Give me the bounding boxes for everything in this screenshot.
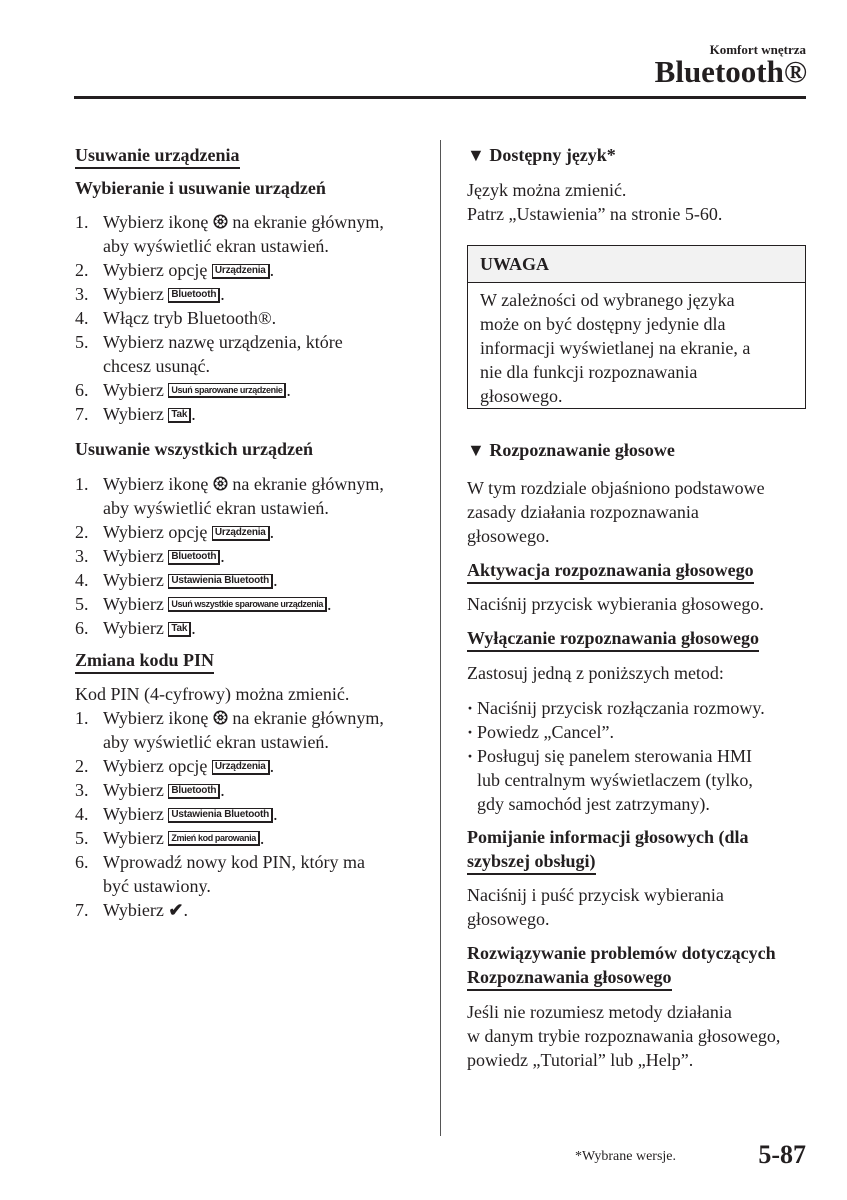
step-text-before: Wybierz xyxy=(103,618,169,638)
subheading-remove-all: Usuwanie wszystkich urządzeń xyxy=(75,439,314,459)
step-text-after: . xyxy=(269,260,275,280)
disable-text: Zastosuj jedną z poniższych metod: xyxy=(467,663,724,683)
bullet-text: Powiedz „Cancel”. xyxy=(477,722,614,742)
step-text-before: Wybierz ikonę xyxy=(103,474,213,494)
step-number: 4. xyxy=(75,308,89,328)
step-number: 2. xyxy=(75,260,89,280)
step-number: 2. xyxy=(75,522,89,542)
screen-button-label: Urządzenia xyxy=(212,264,270,279)
header-rule xyxy=(74,96,806,99)
steps-remove-device xyxy=(75,210,420,426)
step-text-after: . xyxy=(269,756,275,776)
list-item xyxy=(75,210,420,258)
step-text-before: Wybierz xyxy=(103,570,169,590)
step-text xyxy=(103,826,420,850)
list-item xyxy=(75,306,420,330)
step-text-before: Wybierz xyxy=(103,594,169,614)
step-text xyxy=(103,306,420,330)
step-text-before: Wybierz opcję xyxy=(103,260,212,280)
page-number: 5-87 xyxy=(758,1140,806,1169)
step-text-after: . xyxy=(220,284,225,304)
list-item xyxy=(75,706,420,754)
skip-text: Naciśnij i puść przycisk wybierania głosowego. xyxy=(467,885,724,929)
step-text xyxy=(103,472,420,520)
step-text-before: Wybierz xyxy=(103,780,169,800)
step-text-before: Wybierz xyxy=(103,284,169,304)
screen-button-label: Ustawienia Bluetooth xyxy=(168,808,273,823)
step-text xyxy=(103,520,420,544)
screen-button-label: Usuń wszystkie sparowane urządzenia xyxy=(168,597,327,612)
heading-activate-voice: Aktywacja rozpoznawania głosowego xyxy=(467,559,754,584)
step-text xyxy=(103,210,420,258)
step-text xyxy=(103,378,420,402)
activate-text: Naciśnij przycisk wybierania głosowego. xyxy=(467,594,764,614)
bullet-icon: · xyxy=(467,698,474,718)
step-number: 3. xyxy=(75,546,89,566)
step-text-before: Wybierz xyxy=(103,900,169,920)
list-item xyxy=(75,778,420,802)
step-text-after: . xyxy=(269,522,275,542)
step-text-before: Wybierz xyxy=(103,380,169,400)
step-text xyxy=(103,544,420,568)
list-item xyxy=(75,592,420,616)
screen-button-label: Ustawienia Bluetooth xyxy=(168,574,273,589)
heading-change-pin: Zmiana kodu PIN xyxy=(75,649,214,674)
bullet-icon: · xyxy=(467,746,474,766)
step-number: 6. xyxy=(75,618,89,638)
step-number: 6. xyxy=(75,380,89,400)
step-text xyxy=(103,802,420,826)
step-number: 1. xyxy=(75,474,89,494)
list-item xyxy=(75,616,420,640)
step-text xyxy=(103,258,420,282)
gear-icon xyxy=(213,211,228,226)
step-text-after: . xyxy=(326,594,332,614)
column-divider xyxy=(440,140,441,1136)
step-number: 5. xyxy=(75,332,89,352)
step-text xyxy=(103,282,420,306)
pin-intro: Kod PIN (4-cyfrowy) można zmienić. xyxy=(75,684,350,704)
heading-skip-1: Pomijanie informacji głosowych (dla xyxy=(467,827,749,847)
step-text xyxy=(103,754,420,778)
list-item xyxy=(75,826,420,850)
step-number: 7. xyxy=(75,900,89,920)
voice-text: W tym rozdziale objaśniono podstawowe zasady działania rozpoznawania głosowego. xyxy=(467,478,765,546)
step-text-before: Wybierz xyxy=(103,828,169,848)
screen-button-label: Urządzenia xyxy=(212,526,270,541)
list-item xyxy=(75,544,420,568)
list-item xyxy=(75,378,420,402)
disable-methods-list xyxy=(467,696,812,816)
list-item xyxy=(75,850,420,898)
step-text-after: . xyxy=(273,804,278,824)
step-text xyxy=(103,592,420,616)
heading-remove-device: Usuwanie urządzenia xyxy=(75,144,240,169)
steps-remove-all xyxy=(75,472,420,640)
bullet-text: Posługuj się panelem sterowania HMI lub centralnym wyświetlaczem (tylko, gdy samochód jest zatrzymany). xyxy=(477,746,753,814)
section-name: Komfort wnętrza xyxy=(709,42,806,57)
step-text-before: Wybierz xyxy=(103,546,169,566)
list-item xyxy=(75,282,420,306)
language-text: Język można zmienić. Patrz „Ustawienia” na stronie 5-60. xyxy=(467,180,723,224)
list-item xyxy=(75,472,420,520)
gear-icon xyxy=(213,707,228,722)
step-number: 6. xyxy=(75,852,89,872)
screen-button-label: Urządzenia xyxy=(212,760,270,775)
heading-voice: ▼ Rozpoznawanie głosowe xyxy=(467,440,675,460)
step-text xyxy=(103,850,420,898)
steps-change-pin xyxy=(75,706,420,922)
screen-button-label: Usuń sparowane urządzenie xyxy=(168,383,286,398)
trouble-text: Jeśli nie rozumiesz metody działania w danym trybie rozpoznawania głosowego, powiedz „Tutorial” lub „Help”. xyxy=(467,1002,781,1070)
checkmark-icon: ✔ xyxy=(168,900,184,920)
note-title: UWAGA xyxy=(468,246,805,283)
heading-disable-voice: Wyłączanie rozpoznawania głosowego xyxy=(467,627,759,652)
step-number: 1. xyxy=(75,212,89,232)
step-text-after: . xyxy=(259,828,265,848)
step-text xyxy=(103,778,420,802)
step-number: 5. xyxy=(75,594,89,614)
list-item xyxy=(75,402,420,426)
screen-button-label: Zmień kod parowania xyxy=(168,831,259,846)
step-number: 1. xyxy=(75,708,89,728)
step-text-before: Wybierz nazwę urządzenia, które chcesz usunąć. xyxy=(103,332,343,376)
step-text-before: Wprowadź nowy kod PIN, który ma być ustawiony. xyxy=(103,852,365,896)
list-item xyxy=(75,568,420,592)
list-item xyxy=(467,744,812,816)
screen-button-label: Bluetooth xyxy=(168,784,220,799)
step-text-after: . xyxy=(273,570,278,590)
subheading-select-remove: Wybieranie i usuwanie urządzeń xyxy=(75,178,326,198)
step-number: 3. xyxy=(75,780,89,800)
list-item xyxy=(75,520,420,544)
footnote: *Wybrane wersje. xyxy=(575,1149,677,1164)
step-number: 5. xyxy=(75,828,89,848)
list-item xyxy=(75,330,420,378)
list-item xyxy=(75,802,420,826)
step-text-before: Wybierz ikonę xyxy=(103,212,213,232)
step-text-before: Wybierz opcję xyxy=(103,522,212,542)
step-text-after: na ekranie głównym, aby wyświetlić ekran ustawień. xyxy=(103,474,384,518)
page-title: Bluetooth® xyxy=(654,54,807,89)
bullet-icon: · xyxy=(467,722,474,742)
bullet-text: Naciśnij przycisk rozłączania rozmowy. xyxy=(477,698,765,718)
step-number: 7. xyxy=(75,404,89,424)
step-text-after: . xyxy=(220,546,225,566)
list-item xyxy=(467,696,812,720)
step-text xyxy=(103,330,420,378)
note-box xyxy=(467,245,806,409)
gear-icon xyxy=(213,473,228,488)
step-text-after: . xyxy=(191,404,196,424)
step-text-after: . xyxy=(220,780,225,800)
step-number: 3. xyxy=(75,284,89,304)
step-text-after: . xyxy=(183,900,188,920)
heading-skip-2: szybszej obsługi) xyxy=(467,850,596,875)
step-text xyxy=(103,616,420,640)
step-text xyxy=(103,706,420,754)
step-text-before: Wybierz xyxy=(103,404,169,424)
step-text-before: Wybierz opcję xyxy=(103,756,212,776)
list-item xyxy=(467,720,812,744)
screen-button-label: Bluetooth xyxy=(168,550,220,565)
step-text xyxy=(103,568,420,592)
step-text-before: Wybierz ikonę xyxy=(103,708,213,728)
heading-trouble-2: Rozpoznawania głosowego xyxy=(467,966,672,991)
step-number: 2. xyxy=(75,756,89,776)
step-text xyxy=(103,402,420,426)
list-item xyxy=(75,898,420,922)
step-number: 4. xyxy=(75,804,89,824)
list-item xyxy=(75,258,420,282)
heading-language: ▼ Dostępny język* xyxy=(467,145,616,165)
screen-button-label: Tak xyxy=(168,622,191,637)
step-text-before: Wybierz xyxy=(103,804,169,824)
screen-button-label: Tak xyxy=(168,408,191,423)
list-item xyxy=(75,754,420,778)
step-text-after: . xyxy=(286,380,291,400)
step-number: 4. xyxy=(75,570,89,590)
screen-button-label: Bluetooth xyxy=(168,288,220,303)
heading-trouble-1: Rozwiązywanie problemów dotyczących xyxy=(467,943,776,963)
note-text: W zależności od wybranego języka może on być dostępny jedynie dla informacji wyświetlanej na ekranie, a nie dla funkcji rozpoznawania głosowego. xyxy=(480,290,751,406)
step-text-after: na ekranie głównym, aby wyświetlić ekran ustawień. xyxy=(103,708,384,752)
step-text-after: na ekranie głównym, aby wyświetlić ekran ustawień. xyxy=(103,212,384,256)
step-text-before: Włącz tryb Bluetooth®. xyxy=(103,308,277,328)
step-text-after: . xyxy=(191,618,196,638)
step-text xyxy=(103,898,420,922)
